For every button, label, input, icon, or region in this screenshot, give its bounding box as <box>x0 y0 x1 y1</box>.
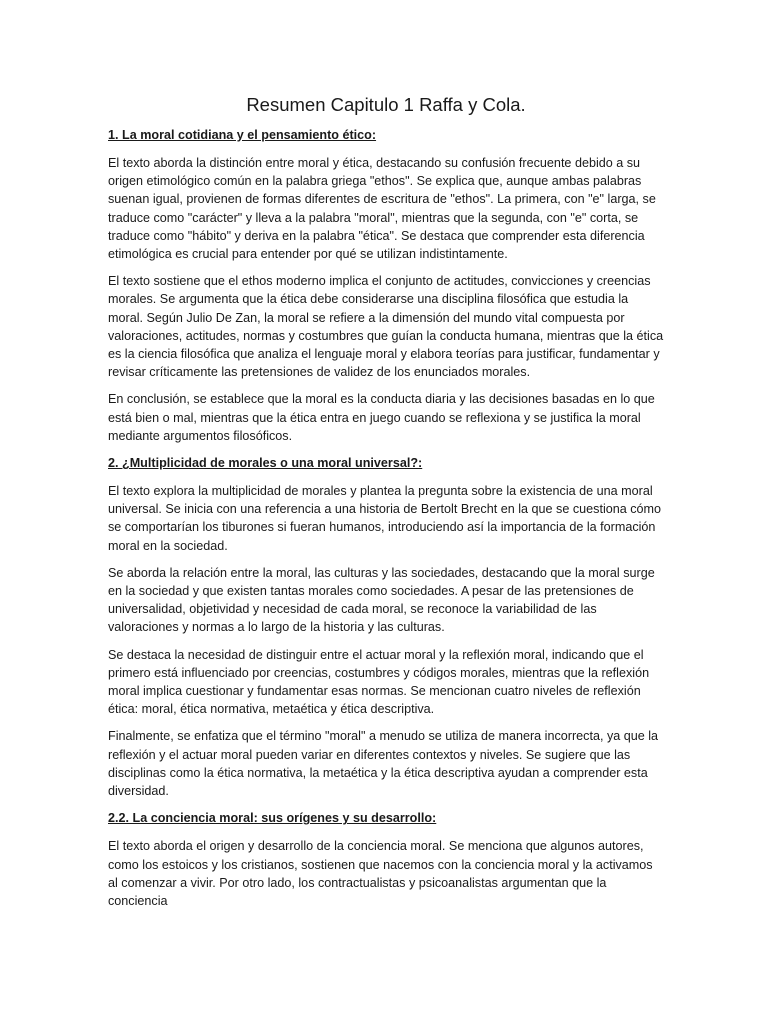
paragraph: Se destaca la necesidad de distinguir entre el actuar moral y la reflexión moral, indicando que el primero está influenciado por creencias, costumbres y códigos morales, mientras que la reflexión moral implica cuestionar y fundamentar esas normas. Se mencionan cuatro niveles de reflexión ética: moral, ética normativa, metaética y ética descriptiva. <box>108 647 650 717</box>
paragraph: Finalmente, se enfatiza que el término "moral" a menudo se utiliza de manera incorrecta, ya que la reflexión y el actuar moral pueden variar en diferentes contextos y niveles. Se sugiere que las disciplinas como la ética normativa, la metaética y la ética descriptiva ayudan a comprender esta diversidad. <box>108 729 659 799</box>
paragraph: El texto sostiene que el ethos moderno implica el conjunto de actitudes, convicciones y creencias morales. Se argumenta que la ética debe considerarse una disciplina filosófica que estudia la moral. Según Julio De Zan, la moral se refiere a la dimensión del mundo vital compuesta por valoraciones, actitudes, normas y costumbres que guían la conducta humana, mientras que la ética es la ciencia filosófica que analiza el lenguaje moral y elabora teorías para justificar, fundamentar y revisar críticamente las pretensiones de validez de los enunciados morales. <box>108 274 664 380</box>
section-heading: 2.2. La conciencia moral: sus orígenes y su desarrollo: <box>108 811 437 826</box>
section-moral-cotidiana <box>108 126 664 445</box>
document-body <box>108 92 664 919</box>
paragraph: Se aborda la relación entre la moral, las culturas y las sociedades, destacando que la moral surge en la sociedad y que existen tantas morales como sociedades. A pesar de las pretensiones de universalidad, objetividad y necesidad de cada moral, se reconoce la variabilidad de las valoraciones y normas a lo largo de la historia y las culturas. <box>108 565 655 635</box>
paragraph: El texto explora la multiplicidad de morales y plantea la pregunta sobre la existencia de una moral universal. Se inicia con una referencia a una historia de Bertolt Brecht en la que se cuestiona cómo se comportarían los tiburones si fueran humanos, introduciendo así la importancia de la formación moral en la sociedad. <box>108 484 662 553</box>
section-conciencia-moral <box>108 809 664 910</box>
document-title: Resumen Capitulo 1 Raffa y Cola. <box>246 94 526 115</box>
paragraph: En conclusión, se establece que la moral es la conducta diaria y las decisiones basadas en lo que está bien o mal, mientras que la ética entra en juego cuando se reflexiona y se justifica la moral mediante argumentos filosóficos. <box>108 392 655 443</box>
section-multiplicidad-morales <box>108 454 664 800</box>
paragraph: El texto aborda la distinción entre moral y ética, destacando su confusión frecuente debido a su origen etimológico común en la palabra griega "ethos". Se explica que, aunque ambas palabras suenan igual, provienen de formas diferentes de escritura de "ethos". La primera, con "e" larga, se traduce como "carácter" y lleva a la palabra "moral", mientras que la segunda, con "e" corta, se traduce como "hábito" y deriva en la palabra "ética". Se destaca que comprender esta diferencia etimológica es crucial para entender por qué se utilizan indistintamente. <box>108 156 656 262</box>
section-heading: 2. ¿Multiplicidad de morales o una moral universal?: <box>108 456 423 471</box>
section-heading: 1. La moral cotidiana y el pensamiento ético: <box>108 128 377 142</box>
paragraph: El texto aborda el origen y desarrollo de la conciencia moral. Se menciona que algunos autores, como los estoicos y los cristianos, sostienen que nacemos con la conciencia moral y la activamos al comenzar a vivir. Por otro lado, los contractualistas y psicoanalistas argumentan que la conciencia <box>108 839 653 908</box>
